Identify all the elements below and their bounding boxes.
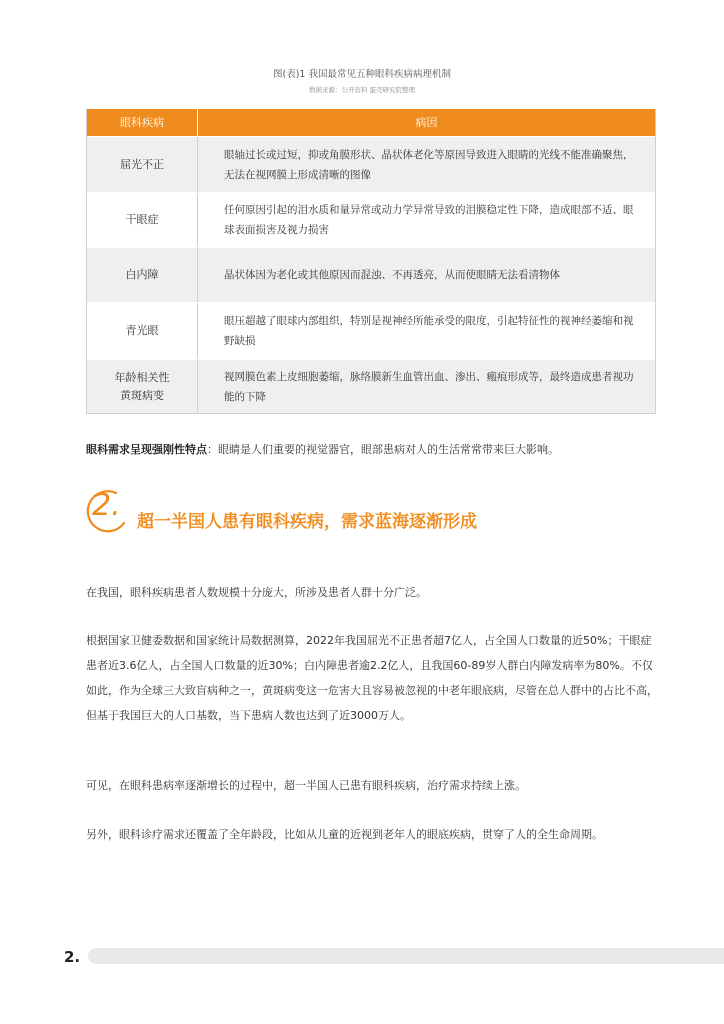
- table-row: [87, 192, 655, 247]
- summary-text: ：眼睛是人们重要的视觉器官，眼部患病对人的生活常常带来巨大影响。: [207, 443, 559, 456]
- table-row: [87, 247, 655, 302]
- figure-source: 数据来源：公开资料 蛋壳研究院整理: [308, 86, 416, 94]
- disease-name: 干眼症: [87, 193, 198, 247]
- disease-cause: 眼压超越了眼球内部组织，特别是视神经所能承受的限度，引起特征性的视神经萎缩和视野缺损: [224, 315, 634, 347]
- paragraph-3: 可见，在眼科患病率逐渐增长的过程中，超一半国人已患有眼科疾病，治疗需求持续上涨。: [86, 779, 526, 792]
- disease-cause: 晶状体因为老化或其他原因而混浊、不再透亮，从而使眼睛无法看清物体: [224, 269, 560, 281]
- paragraph-4: 另外，眼科诊疗需求还覆盖了全年龄段，比如从儿童的近视到老年人的眼底疾病，贯穿了人的全生命周期。: [86, 828, 603, 841]
- paragraph-1: 在我国，眼科疾病患者人数规模十分庞大，所涉及患者人群十分广泛。: [86, 586, 427, 599]
- table-header: [87, 109, 655, 136]
- table-row: [87, 359, 655, 413]
- disease-name: 青光眼: [87, 303, 198, 359]
- table-row: [87, 302, 655, 359]
- header-disease: 眼科疾病: [87, 109, 198, 136]
- header-cause: 病因: [415, 116, 438, 129]
- disease-cause: 任何原因引起的泪水质和量异常或动力学异常导致的泪膜稳定性下降，造成眼部不适、眼球表面损害及视力损害: [224, 204, 634, 236]
- disease-cause: 视网膜色素上皮细胞萎缩，脉络膜新生血管出血、渗出、瘢痕形成等，最终造成患者视功能的下降: [224, 370, 634, 403]
- table-row: [87, 136, 655, 192]
- page-number: 2.: [64, 948, 81, 966]
- disease-name: [87, 360, 198, 413]
- section-number: 2.: [92, 488, 121, 523]
- disease-name: 屈光不正: [87, 137, 198, 192]
- summary-paragraph: [86, 437, 658, 462]
- footer-bar: [88, 948, 724, 964]
- figure-caption: 图(表)1 我国最常见五种眼科疾病病理机制: [273, 69, 451, 80]
- disease-name: 白内障: [87, 248, 198, 302]
- paragraph-2: 根据国家卫健委数据和国家统计局数据测算，2022年我国屈光不正患者超7亿人，占全国人口数量的近50%；干眼症患者近3.6亿人，占全国人口数量的近30%；白内障患者逾2.2亿人，且我国60-89岁人群白内障发病率为80%。不仅如此，作为全球三大致盲病种之一，黄斑病变这一危害大且容易被忽视的中老年眼底病，尽管在总人群中的占比不高，但基于我国巨大的人口基数，当下患病人数也达到了近3000万人。: [86, 634, 658, 722]
- disease-name-line2: 黄斑病变: [120, 388, 164, 402]
- disease-table: [86, 109, 656, 414]
- disease-cause: 眼轴过长或过短，抑或角膜形状、晶状体老化等原因导致进入眼睛的光线不能准确聚焦，无法在视网膜上形成清晰的图像: [224, 148, 634, 181]
- section-title: 超一半国人患有眼科疾病，需求蓝海逐渐形成: [137, 512, 477, 532]
- disease-name-line1: 年龄相关性: [114, 370, 170, 384]
- summary-label: 眼科需求呈现强刚性特点: [86, 443, 207, 456]
